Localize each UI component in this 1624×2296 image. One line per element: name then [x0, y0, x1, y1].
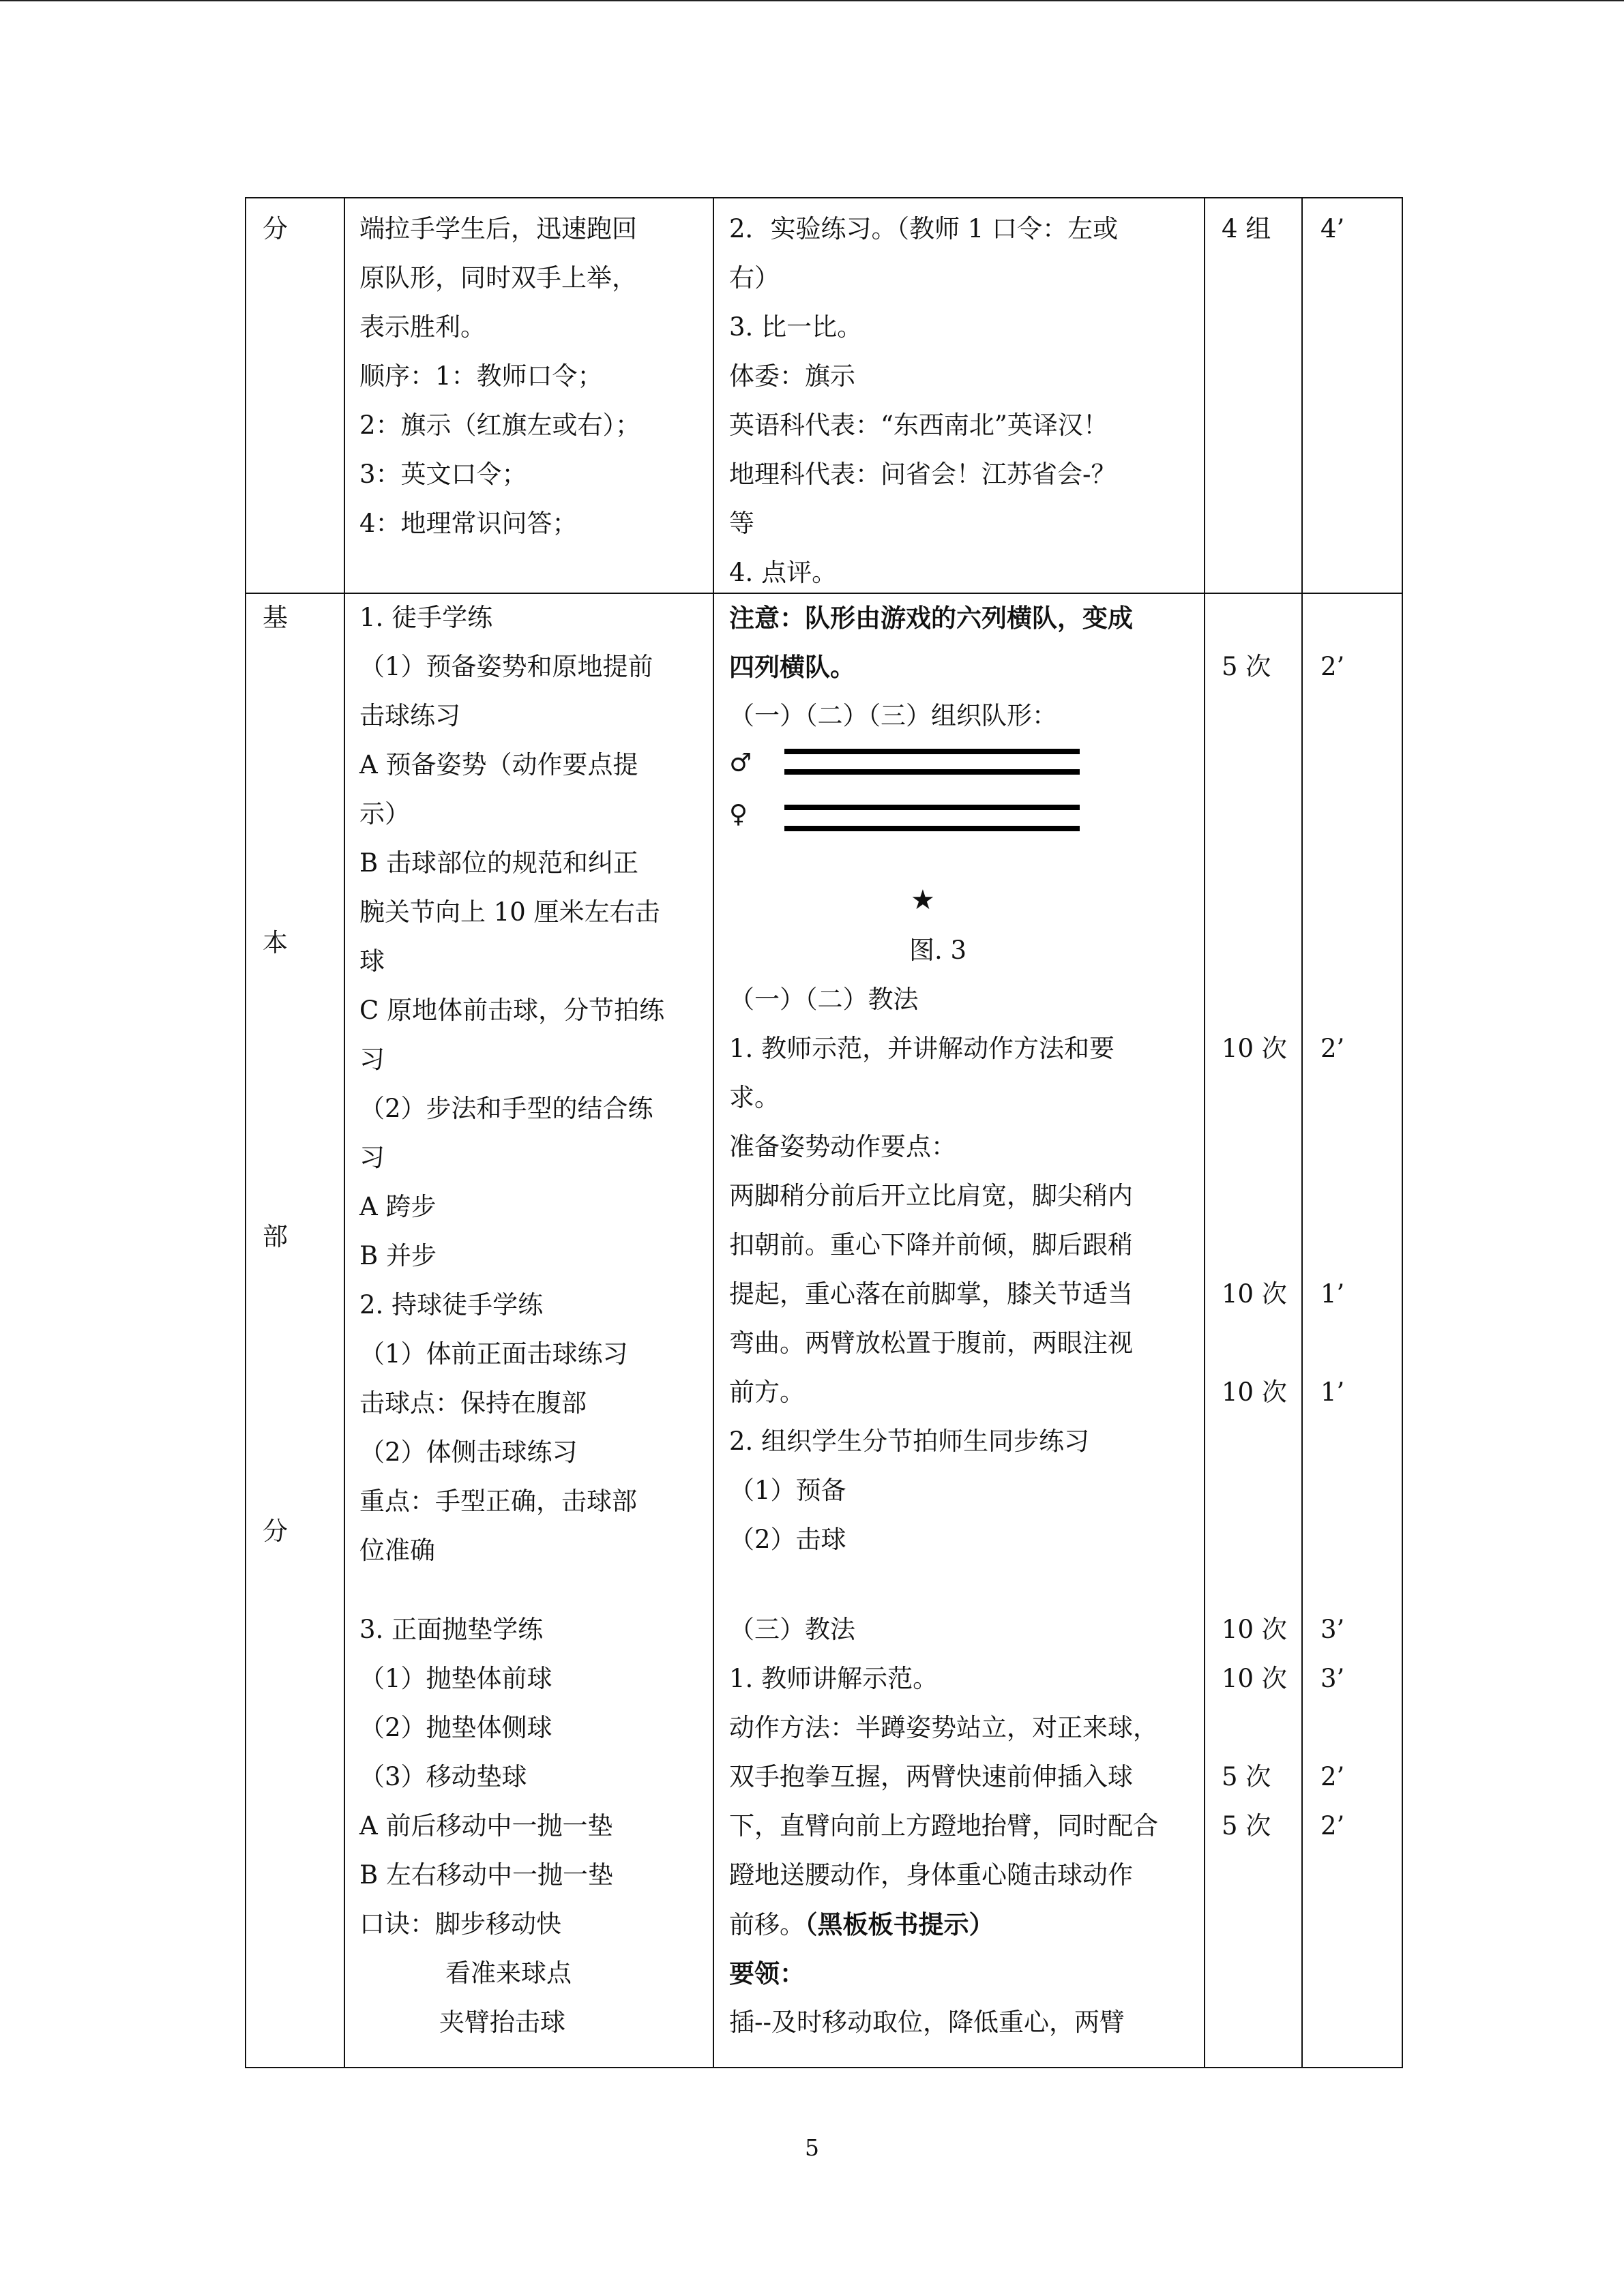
content-line: 原队形，同时双手上举，: [359, 263, 637, 293]
method-line: 蹬地送腰动作，身体重心随击球动作: [729, 1860, 1133, 1890]
male-line: [784, 749, 1080, 754]
female-line: [784, 826, 1080, 831]
method-line: 前方。: [729, 1377, 805, 1407]
content-line: 2：旗示（红旗左或右）；: [359, 411, 641, 440]
female-symbol: ♀: [729, 799, 748, 829]
content-cell: [345, 594, 713, 2067]
content-line: 习: [359, 1143, 385, 1172]
method-line: [729, 1909, 994, 1941]
method-line: 下，直臂向前上方蹬地抬臂，同时配合: [729, 1811, 1158, 1840]
formation-title: （一）（二）（三）组织队形：: [729, 701, 1057, 730]
table-row-part-end: [246, 198, 1402, 594]
page-number: 5: [805, 2134, 819, 2161]
time-value: 2’: [1320, 1762, 1345, 1791]
method-line: 1. 教师示范，并讲解动作方法和要: [729, 1034, 1115, 1063]
content-line: 位准确: [359, 1536, 435, 1565]
method-line: 地理科代表：问省会！江苏省会-？: [729, 460, 1117, 489]
count-value: 10 次: [1222, 1664, 1287, 1693]
content-line: 击球练习: [359, 701, 460, 730]
content-line: B 左右移动中一抛一垫: [359, 1860, 613, 1890]
content-line: 击球点：保持在腹部: [359, 1388, 587, 1418]
time-value: 3’: [1320, 1664, 1345, 1693]
time-value: 1’: [1320, 1377, 1345, 1407]
time-value: 1’: [1320, 1279, 1345, 1309]
time-value: 2’: [1320, 1034, 1345, 1063]
time-value: 3’: [1320, 1615, 1345, 1644]
content-line: 看准来球点: [445, 1958, 572, 1988]
method-line: 4. 点评。: [729, 558, 838, 587]
count-value: 10 次: [1222, 1279, 1287, 1309]
method-line: 插--及时移动取位，降低重心，两臂: [729, 2008, 1125, 2037]
table-row-basic-part: [246, 594, 1402, 2067]
content-line: 顺序：1：教师口令；: [359, 361, 603, 391]
count-cell: [1205, 198, 1301, 593]
male-line: [784, 769, 1080, 775]
count-value: 5 次: [1222, 1811, 1271, 1840]
content-line: 表示胜利。: [359, 312, 486, 342]
method-line: 2. 组织学生分节拍师生同步练习: [729, 1427, 1090, 1456]
time-value: 4’: [1320, 214, 1345, 243]
count-value: 5 次: [1222, 652, 1271, 681]
section-cell: [246, 198, 344, 593]
content-line: 4：地理常识问答；: [359, 509, 578, 538]
female-line: [784, 805, 1080, 810]
method-line: 1. 教师讲解示范。: [729, 1664, 939, 1693]
content-line: （2）步法和手型的结合练: [359, 1094, 653, 1123]
count-value: 5 次: [1222, 1762, 1271, 1791]
content-line: （2）抛垫体侧球: [359, 1713, 552, 1742]
method-cell: [714, 594, 1204, 2067]
count-value: 10 次: [1222, 1615, 1287, 1644]
method-line: 扣朝前。重心下降并前倾，脚后跟稍: [729, 1230, 1133, 1259]
content-line: （1）体前正面击球练习: [359, 1339, 628, 1369]
section-label: 分: [263, 1517, 288, 1546]
content-line: A 预备姿势（动作要点提: [359, 750, 638, 779]
time-cell: [1303, 594, 1402, 2067]
content-line: （3）移动垫球: [359, 1762, 527, 1791]
count-value: 4 组: [1222, 214, 1271, 243]
method-line: 3. 比一比。: [729, 312, 863, 342]
content-line: 腕关节向上 10 厘米左右击: [359, 897, 660, 927]
time-value: 2’: [1320, 1811, 1345, 1840]
method-line: 英语科代表：“东西南北”英译汉！: [729, 411, 1108, 440]
method-line: 2．实验练习。（教师 1 口令：左或: [729, 214, 1119, 243]
figure-caption: 图. 3: [909, 936, 967, 965]
section-label: 分: [263, 214, 288, 243]
section-label: 本: [263, 928, 288, 957]
content-line: 示）: [359, 799, 410, 829]
method-line: （1）预备: [729, 1476, 846, 1505]
method-line: 两脚稍分前后开立比肩宽，脚尖稍内: [729, 1181, 1133, 1210]
key-points-label: 要领：: [729, 1958, 805, 1988]
content-line: 端拉手学生后，迅速跑回: [359, 214, 637, 243]
content-line: （1）预备姿势和原地提前: [359, 652, 653, 681]
method-line: 右）: [729, 263, 780, 293]
content-line: B 击球部位的规范和纠正: [359, 848, 638, 878]
method-line: 准备姿势动作要点：: [729, 1132, 956, 1161]
method-line: 等: [729, 509, 754, 538]
content-line: B 并步: [359, 1241, 437, 1270]
content-line: 3：英文口令；: [359, 460, 527, 489]
content-line: 球: [359, 946, 385, 976]
content-line: C 原地体前击球，分节拍练: [359, 996, 665, 1025]
content-line: 夹臂抬击球: [439, 2008, 565, 2037]
method-line: （三）教法: [729, 1615, 855, 1644]
section-label: 部: [263, 1222, 288, 1251]
time-cell: [1303, 198, 1402, 593]
method-note-line: 四列横队。: [729, 652, 855, 682]
count-cell: [1205, 594, 1301, 2067]
method-line: 弯曲。两臂放松置于腹前，两眼注视: [729, 1328, 1133, 1358]
method-line: 体委：旗示: [729, 361, 855, 391]
method-line: （2）击球: [729, 1525, 846, 1554]
section-cell: [246, 594, 344, 2067]
blackboard-note: （黑板板书提示）: [805, 1909, 994, 1939]
method-line-text: 前移。: [729, 1910, 805, 1939]
content-line: （1）抛垫体前球: [359, 1664, 552, 1693]
content-line: 重点：手型正确，击球部: [359, 1487, 637, 1516]
lesson-plan-table: [245, 197, 1403, 2068]
content-cell: [345, 198, 713, 593]
content-line: A 前后移动中一抛一垫: [359, 1811, 613, 1840]
method-line: （一）（二）教法: [729, 985, 919, 1014]
method-line: 动作方法：半蹲姿势站立，对正来球，: [729, 1713, 1158, 1742]
male-symbol: ♂: [729, 748, 752, 777]
count-value: 10 次: [1222, 1034, 1287, 1063]
count-value: 10 次: [1222, 1377, 1287, 1407]
time-value: 2’: [1320, 652, 1345, 681]
method-cell: [714, 198, 1204, 593]
section-label: 基: [263, 603, 288, 632]
method-line: 双手抱拳互握，两臂快速前伸插入球: [729, 1762, 1133, 1791]
content-line: 1. 徒手学练: [359, 603, 493, 632]
method-note-line: 注意：队形由游戏的六列横队，变成: [729, 603, 1133, 633]
teacher-star-icon: ★: [911, 884, 935, 916]
top-border-line: [0, 0, 1624, 1]
content-line: 口诀：脚步移动快: [359, 1909, 561, 1939]
content-line: （2）体侧击球练习: [359, 1437, 578, 1467]
content-line: 3. 正面抛垫学练: [359, 1615, 544, 1644]
content-line: 习: [359, 1045, 385, 1074]
content-line: 2. 持球徒手学练: [359, 1290, 544, 1320]
method-line: 提起，重心落在前脚掌，膝关节适当: [729, 1279, 1133, 1309]
method-line: 求。: [729, 1083, 780, 1112]
content-line: A 跨步: [359, 1192, 437, 1221]
